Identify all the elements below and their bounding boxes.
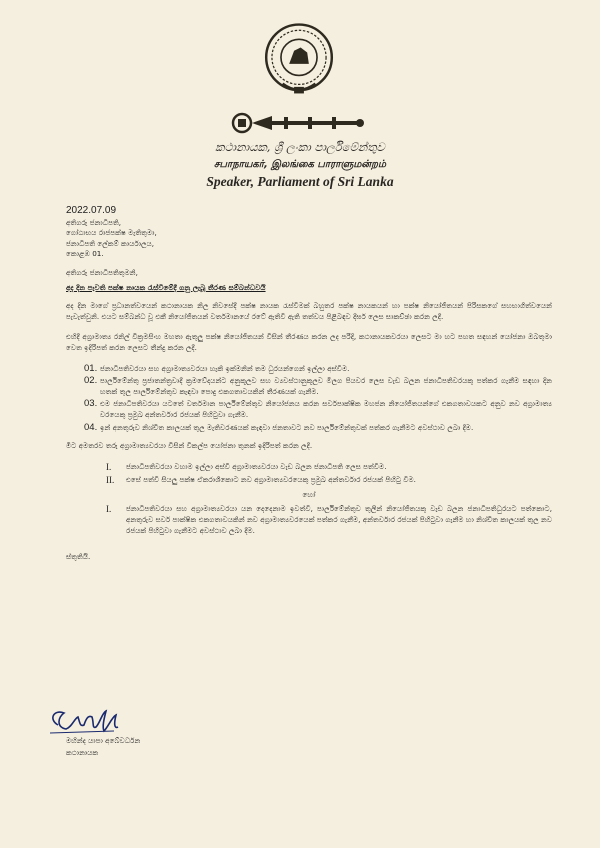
letter-body <box>66 206 552 563</box>
list-item <box>84 423 552 434</box>
paragraph-2: එහිදී අග්‍රාමාත්‍ය රනිල් වික්‍රමසිංහ මහතා ඇතුලු පක්ෂ නියෝජිතයන් විසින් තීරණය කරන ලද පරිදි, කථානායකවරයා ලෙසට මා හට පහත සඳහන් යෝජනා ඔබතුමා වෙත ඉදිරිපත් කරන ලෙසට තීන්දු කරන ලදී. <box>66 332 552 352</box>
list-item <box>84 364 552 375</box>
salutation: අතිගරු ජනාධිපතිතුමනි, <box>66 267 138 277</box>
paragraph-1: අද දින මාගේ ප්‍රධානත්වයෙන් කථානායක නිල නිවසේදී පක්ෂ නායක රැස්වීමක් බහුතර පක්ෂ නායකයන් හා පක්ෂ නියෝජිතයන් පිරිසකගේ සහභාගිත්වයෙන් පැවැත්වුනි. එයට සම්බන්ධ වූ එකී නියෝජිතයන් වර්තමානයේ රටේ ඇතිවී ඇති තත්වය පිළිබඳව දීර්ඝ ලෙස සාකච්ඡා කරන ලදී. <box>66 301 552 321</box>
letterhead-title-english: Speaker, Parliament of Sri Lanka <box>206 174 394 189</box>
recipient-address <box>66 218 552 260</box>
item-text: ඉන් අනතුරුව නිශ්චිත කාලයක් තුල මැතිවරණයක් කැඳවා ජනතාවට නව පාර්ලිමේන්තුවක් පත්කර ගැනීමට අවස්ථාව ලබා දීම. <box>100 422 474 432</box>
alternative-proposals-a <box>66 462 552 486</box>
list-item <box>84 376 552 397</box>
letterhead-title-sinhala: කථානායක, ශ්‍රී ලංකා පාර්ලිමේන්තුව <box>215 140 385 154</box>
signatory-block <box>66 735 140 759</box>
alternative-proposals-b <box>66 504 552 536</box>
item-number: 03. <box>84 398 98 410</box>
address-line: අතිගරු ජනාධිපති, <box>66 217 122 227</box>
closing: ස්තුතියි. <box>66 552 91 562</box>
signatory-title: කථානායක <box>66 748 99 757</box>
address-line: ගෝඨාභය රාජපක්ෂ මැතිතුමා, <box>66 228 157 238</box>
letter-subject: අද දින පැවති පක්ෂ නායක රැස්වීමේදී ගනු ලැබූ තීරණ සම්බන්ධවයි <box>66 282 266 292</box>
item-text: ජනාධිපතිවරයා සහ අග්‍රාමාත්‍යවරයා යන දෙදෙනාම ඉවත්වී, පාර්ලිමේන්තුව තුලින් නියෝජිතයකු වැඩ බලන ජනාධිපතිධුරයට පත්කොට, අනතුරුව සර්ව පාක්ෂික එකගතාවයකින් නව අග්‍රාමාත්‍යවරයෙක් පත්කර ගැනීම, අන්තර්වාර රජයක් පිහිටුවා ගැනීම හා නිශ්චිත කාලයක් තුල නව රජයක් පිහිටුවා ගැනීමට අවස්ථාව ලබා දීම. <box>126 504 552 535</box>
item-number: I. <box>106 504 112 515</box>
ceremonial-mace-icon <box>226 110 366 136</box>
item-number: I. <box>106 461 112 472</box>
item-text: එසේ පත්වී සියලු පක්ෂ ඒකරාශීකොට නව අග්‍රාමාත්‍යවරයෙකු ප්‍රමුඛ අන්තර්වාර රජයක් පිහිටු වීම. <box>126 475 416 485</box>
address-line: ජනාධිපති ලේකම් කාර්යාලය, <box>66 238 155 248</box>
list-item <box>106 475 552 486</box>
or-separator: හෝ <box>302 489 316 499</box>
list-item <box>106 462 552 473</box>
item-number: II. <box>106 475 115 486</box>
item-number: 04. <box>84 421 98 433</box>
item-text: ජනාධිපතිවරයා වහාම ඉල්ලා අස්වී අග්‍රාමාත්‍යවරයා වැඩ බලන ජනාධිපති ලෙස පත්වීම. <box>126 461 387 471</box>
signatory-name: මහින්ද යාපා අබේවර්ධන <box>66 736 141 745</box>
item-number: 02. <box>84 375 98 387</box>
handwritten-signature-icon <box>44 705 126 739</box>
numbered-proposals <box>66 364 552 434</box>
item-number: 01. <box>84 362 98 374</box>
letter-date: 2022.07.09 <box>66 205 117 216</box>
address-line: කොළඹ 01. <box>66 249 104 259</box>
item-text: එම ජනාධිපතිවරයා යටතේ වර්තමාන පාර්ලිමේන්තුව නියෝජනය කරන සර්වපාක්ෂික මහජන නියෝජිතයන්ගේ එකගතාවයකට අනුව නව අග්‍රාමාත්‍ය වරයෙකු ප්‍රමුඛ අන්තර්වාර රජයක් පිහිටුවා ගැනීම. <box>100 399 552 419</box>
paragraph-3: මීට අමතරව තරු අග්‍රාමාත්‍යවරයා විසින් විකල්ප යෝජනා තුනක් ඉදිරිපත් කරන ලදී. <box>66 441 313 451</box>
list-item <box>106 504 552 536</box>
sri-lanka-parliament-emblem-icon <box>258 18 340 100</box>
item-text: පාර්ලිමේන්තු ප්‍රජාතන්ත්‍රවාදී ක්‍රමවේදයන්ට අනුකූලව සහ ව්‍යවස්ථානුකූලව මීලග පියවර ලෙස වැඩ බලන ජනාධිපතිවරයකු පත්කර ගැනීම සඳහා දින හතක් තුල පාර්ලිමේන්තුව කැඳවා පොදු එකගතාවයකින් තීරණයක් ගැනීම. <box>100 376 552 396</box>
list-item <box>84 399 552 420</box>
letterhead-title-tamil: சபாநாயகர், இலங்கை பாராளுமன்றம் <box>213 159 386 170</box>
item-text: ජනාධිපතිවරයා සහ අග්‍රාමාත්‍යවරයා හැකි ඉක්මනින් තම ධුරයන්ගෙන් ඉල්ලා අස්වීම. <box>100 363 350 373</box>
